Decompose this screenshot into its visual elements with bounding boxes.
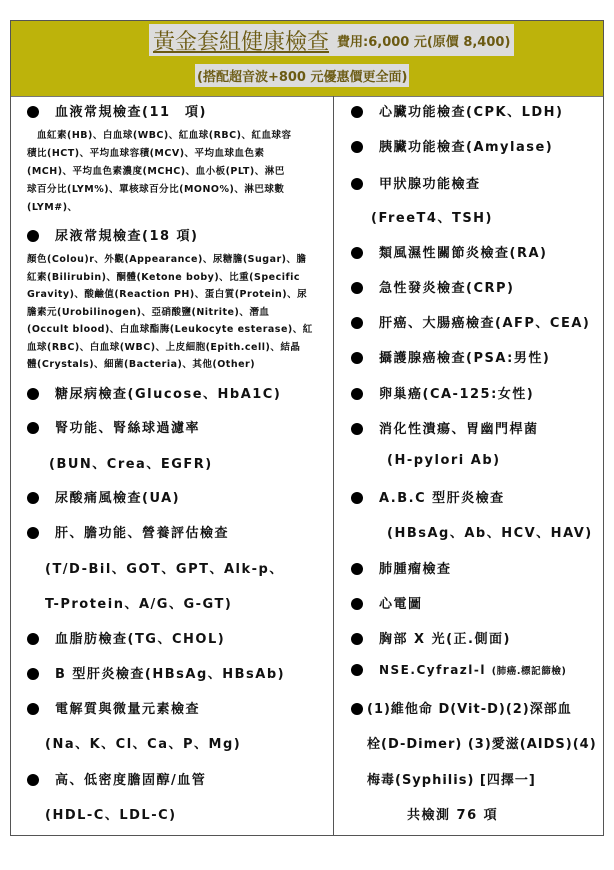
table-header bbox=[11, 21, 603, 97]
list-item bbox=[27, 383, 281, 402]
bullet-icon bbox=[351, 247, 363, 259]
list-item bbox=[27, 417, 200, 436]
list-item bbox=[351, 312, 590, 331]
item-text: 甲狀腺功能檢查 bbox=[379, 177, 481, 192]
bullet-icon bbox=[351, 492, 363, 504]
list-item bbox=[351, 593, 423, 612]
list-item bbox=[351, 487, 505, 506]
text-line: 血紅素(HB)、白血球(WBC)、紅血球(RBC)、紅血球容 bbox=[27, 130, 292, 141]
column-divider bbox=[333, 96, 334, 836]
item-note: (肺癌.標記篩檢) bbox=[491, 666, 567, 677]
bullet-icon bbox=[351, 317, 363, 329]
bullet-icon bbox=[351, 563, 363, 575]
list-item bbox=[351, 418, 539, 437]
bullet-icon bbox=[351, 703, 363, 715]
item-text: 肝癌、大腸癌檢查(AFP、CEA) bbox=[379, 316, 591, 331]
bullet-icon bbox=[27, 633, 39, 645]
text-line: 球百分比(LYM%)、單核球百分比(MONO%)、淋巴球數 bbox=[27, 184, 285, 195]
bullet-icon bbox=[27, 668, 39, 680]
list-item bbox=[27, 487, 180, 506]
list-item-cont: (FreeT4、TSH) bbox=[371, 211, 494, 226]
item-text: 胰臟功能檢查(Amylase) bbox=[379, 140, 554, 155]
urine-items bbox=[27, 251, 323, 374]
list-item bbox=[351, 698, 572, 717]
list-item-cont: 栓(D-Dimer) (3)愛滋(AIDS)(4) bbox=[367, 737, 597, 752]
item-text: NSE.Cyfrazl-l bbox=[379, 663, 486, 677]
item-text: 血脂肪檢查(TG、CHOL) bbox=[55, 632, 226, 647]
list-item bbox=[351, 136, 553, 155]
heading-text: 血液常規檢查(11 項) bbox=[55, 105, 207, 120]
list-item-cont: (T/D-Bil、GOT、GPT、Alk-p、 bbox=[45, 562, 284, 577]
text-line: (Occult blood)、白血球酯脢(Leukocyte esterase)、紅 bbox=[27, 324, 313, 335]
list-item bbox=[351, 558, 452, 577]
list-item-cont: 梅毒(Syphilis) [四擇一] bbox=[367, 773, 536, 788]
text-line: 膽素元(Urobilinogen)、亞硝酸鹽(Nitrite)、潛血 bbox=[27, 306, 270, 318]
list-item-cont: (HDL-C、LDL-C) bbox=[45, 808, 177, 823]
bullet-icon bbox=[27, 492, 39, 504]
bullet-icon bbox=[27, 422, 39, 434]
bullet-icon bbox=[351, 178, 363, 190]
text-line: 積比(HCT)、平均血球容積(MCV)、平均血球血色素 bbox=[27, 148, 265, 159]
list-item bbox=[27, 769, 206, 788]
text-line: (MCH)、平均血色素濃度(MCHC)、血小板(PLT)、淋巴 bbox=[27, 166, 285, 177]
list-item bbox=[351, 383, 534, 402]
item-text: 糖尿病檢查(Glucose、HbA1C) bbox=[55, 387, 282, 402]
title-highlight bbox=[149, 24, 514, 56]
promo-text: (搭配超音波+800 元優惠價更全面) bbox=[195, 64, 409, 87]
item-text: 類風濕性關節炎檢查(RA) bbox=[379, 246, 548, 261]
blood-items bbox=[27, 127, 323, 217]
bullet-icon bbox=[27, 774, 39, 786]
text-line: Gravity)、酸鹼值(Reaction PH)、蛋白質(Protein)、尿 bbox=[27, 289, 308, 300]
list-item bbox=[27, 522, 229, 541]
item-text: 高、低密度膽固醇/血管 bbox=[55, 773, 207, 788]
list-item-cont: (HBsAg、Ab、HCV、HAV) bbox=[387, 526, 593, 541]
list-item bbox=[351, 628, 511, 647]
bullet-icon bbox=[351, 388, 363, 400]
bullet-icon bbox=[351, 598, 363, 610]
text-line: 血球(RBC)、白血球(WBC)、上皮細胞(Epith.cell)、結晶 bbox=[27, 341, 301, 353]
item-text: B 型肝炎檢查(HBsAg、HBsAb) bbox=[55, 667, 286, 682]
text-line: 體(Crystals)、細菌(Bacteria)、其他(Other) bbox=[27, 359, 256, 370]
bullet-icon bbox=[351, 664, 363, 676]
list-item bbox=[351, 173, 481, 192]
bullet-icon bbox=[351, 106, 363, 118]
bullet-icon bbox=[351, 141, 363, 153]
item-text: 電解質與微量元素檢查 bbox=[55, 702, 201, 717]
bullet-icon bbox=[351, 352, 363, 364]
blood-heading bbox=[27, 101, 207, 120]
item-text: (1)維他命 D(Vit-D)(2)深部血 bbox=[367, 702, 572, 717]
list-item bbox=[27, 698, 200, 717]
list-item-cont: (BUN、Crea、EGFR) bbox=[49, 457, 213, 472]
item-text: 心臟功能檢查(CPK、LDH) bbox=[379, 105, 564, 120]
list-item bbox=[351, 242, 547, 261]
bullet-icon bbox=[351, 423, 363, 435]
item-text: 尿酸痛風檢查(UA) bbox=[55, 491, 181, 506]
list-item bbox=[27, 628, 225, 647]
bullet-icon bbox=[27, 230, 39, 242]
bullet-icon bbox=[27, 388, 39, 400]
text-line: (LYM#)、 bbox=[27, 202, 78, 213]
item-text: 肝、膽功能、營養評估檢查 bbox=[55, 526, 230, 541]
bullet-icon bbox=[27, 527, 39, 539]
bullet-icon bbox=[351, 282, 363, 294]
list-item-cont: T-Protein、A/G、G-GT) bbox=[45, 597, 233, 612]
urine-heading bbox=[27, 225, 199, 244]
list-item-cont: (Na、K、Cl、Ca、P、Mg) bbox=[45, 737, 242, 752]
bullet-icon bbox=[351, 633, 363, 645]
item-text: 心電圖 bbox=[379, 597, 423, 612]
item-text: 肺腫瘤檢查 bbox=[379, 562, 452, 577]
item-text: A.B.C 型肝炎檢查 bbox=[379, 491, 505, 506]
text-line: 顏色(Colou)r、外觀(Appearance)、尿糖膽(Sugar)、膽 bbox=[27, 254, 307, 265]
text-line: 紅素(Bilirubin)、酮體(Ketone boby)、比重(Specific bbox=[27, 271, 301, 283]
package-price: 費用:6,000 元(原價 8,400) bbox=[337, 34, 511, 50]
bullet-icon bbox=[27, 106, 39, 118]
item-text: 急性發炎檢查(CRP) bbox=[379, 281, 515, 296]
item-text: 消化性潰瘍、胃幽門桿菌 bbox=[379, 422, 539, 437]
package-title: 黃金套組健康檢查 bbox=[153, 29, 330, 55]
list-item bbox=[351, 277, 514, 296]
list-item bbox=[351, 347, 550, 366]
item-text: 胸部 X 光(正.側面) bbox=[379, 632, 511, 647]
list-item bbox=[351, 101, 563, 120]
package-table bbox=[10, 20, 604, 836]
item-text: 腎功能、腎絲球過濾率 bbox=[55, 421, 201, 436]
total-count: 共檢測 76 項 bbox=[407, 808, 499, 823]
item-text: 攝護腺癌檢查(PSA:男性) bbox=[379, 351, 551, 366]
bullet-icon bbox=[27, 703, 39, 715]
list-item-cont: (H-pylori Ab) bbox=[387, 453, 501, 468]
heading-text: 尿液常規檢查(18 項) bbox=[55, 229, 199, 244]
list-item bbox=[351, 663, 566, 677]
item-text: 卵巢癌(CA-125:女性) bbox=[379, 387, 535, 402]
list-item bbox=[27, 663, 285, 682]
